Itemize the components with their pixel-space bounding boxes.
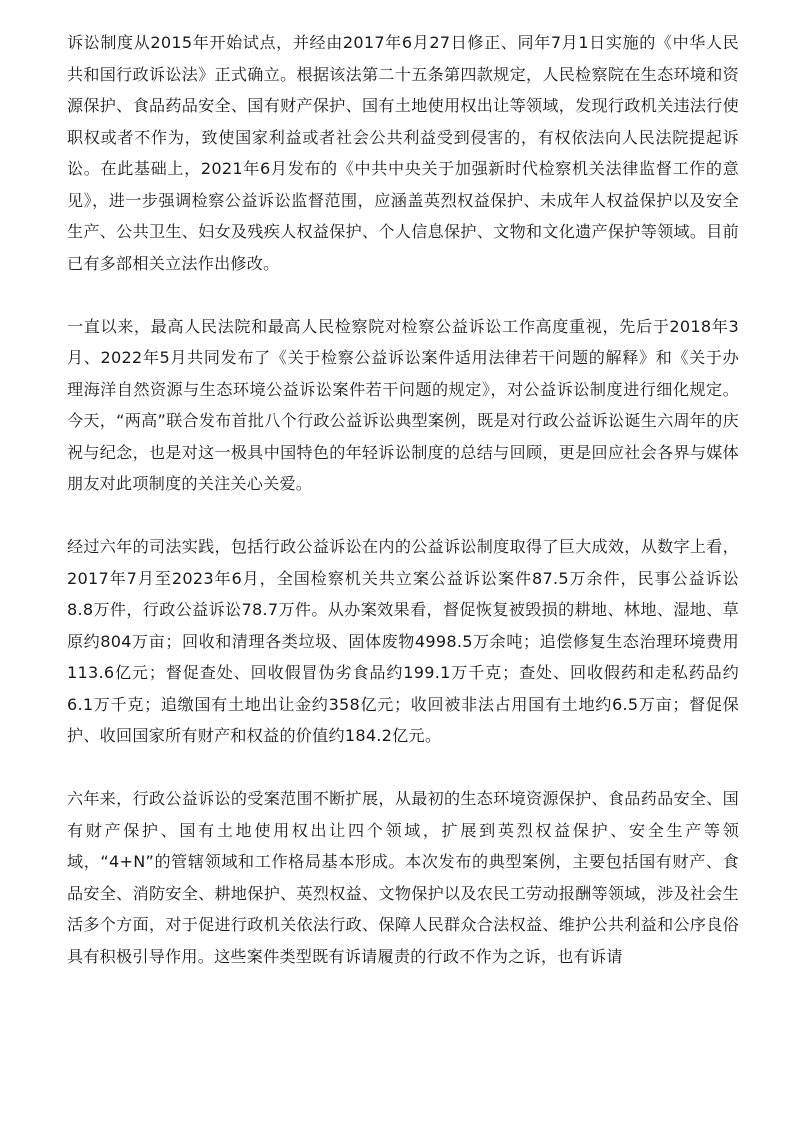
- document-body: [67, 27, 739, 972]
- paragraph-4: 六年来，行政公益诉讼的受案范围不断扩展，从最初的生态环境资源保护、食品药品安全、国有财产保护、国有土地使用权出让四个领域，扩展到英烈权益保护、安全生产等领域，“4+N”的管辖领域和工作格局基本形成。本次发布的典型案例，主要包括国有财产、食品安全、消防安全、耕地保护、英烈权益、文物保护以及农民工劳动报酬等领域，涉及社会生活多个方面，对于促进行政机关依法行政、保障人民群众合法权益、维护公共利益和公序良俗具有积极引导作用。这些案件类型既有诉请履责的行政不作为之诉，也有诉请: [67, 789, 739, 966]
- paragraph-1: 诉讼制度从2015年开始试点，并经由2017年6月27日修正、同年7月1日实施的《中华人民共和国行政诉讼法》正式确立。根据该法第二十五条第四款规定，人民检察院在生态环境和资源保护、食品药品安全、国有财产保护、国有土地使用权出让等领域，发现行政机关违法行使职权或者不作为，致使国家利益或者社会公共利益受到侵害的，有权依法向人民法院提起诉讼。在此基础上，2021年6月发布的《中共中央关于加强新时代检察机关法律监督工作的意见》，进一步强调检察公益诉讼监督范围，应涵盖英烈权益保护、未成年人权益保护以及安全生产、公共卫生、妇女及残疾人权益保护、个人信息保护、文物和文化遗产保护等领域。目前已有多部相关立法作出修改。: [67, 33, 739, 273]
- paragraph-3: 经过六年的司法实践，包括行政公益诉讼在内的公益诉讼制度取得了巨大成效，从数字上看，2017年7月至2023年6月，全国检察机关共立案公益诉讼案件87.5万余件，民事公益诉讼8.8万件，行政公益诉讼78.7万件。从办案效果看，督促恢复被毁损的耕地、林地、湿地、草原约804万亩；回收和清理各类垃圾、固体废物4998.5万余吨；追偿修复生态治理环境费用113.6亿元；督促查处、回收假冒伪劣食品约199.1万千克；查处、回收假药和走私药品约6.1万千克；追缴国有土地出让金约358亿元；收回被非法占用国有土地约6.5万亩；督促保护、收回国家所有财产和权益的价值约184.2亿元。: [67, 537, 739, 745]
- paragraph-2: 一直以来，最高人民法院和最高人民检察院对检察公益诉讼工作高度重视，先后于2018年3月、2022年5月共同发布了《关于检察公益诉讼案件适用法律若干问题的解释》和《关于办理海洋自然资源与生态环境公益诉讼案件若干问题的规定》，对公益诉讼制度进行细化规定。今天，“两高”联合发布首批八个行政公益诉讼典型案例，既是对行政公益诉讼诞生六周年的庆祝与纪念，也是对这一极具中国特色的年轻诉讼制度的总结与回顾，更是回应社会各界与媒体朋友对此项制度的关注关心关爱。: [67, 316, 739, 493]
